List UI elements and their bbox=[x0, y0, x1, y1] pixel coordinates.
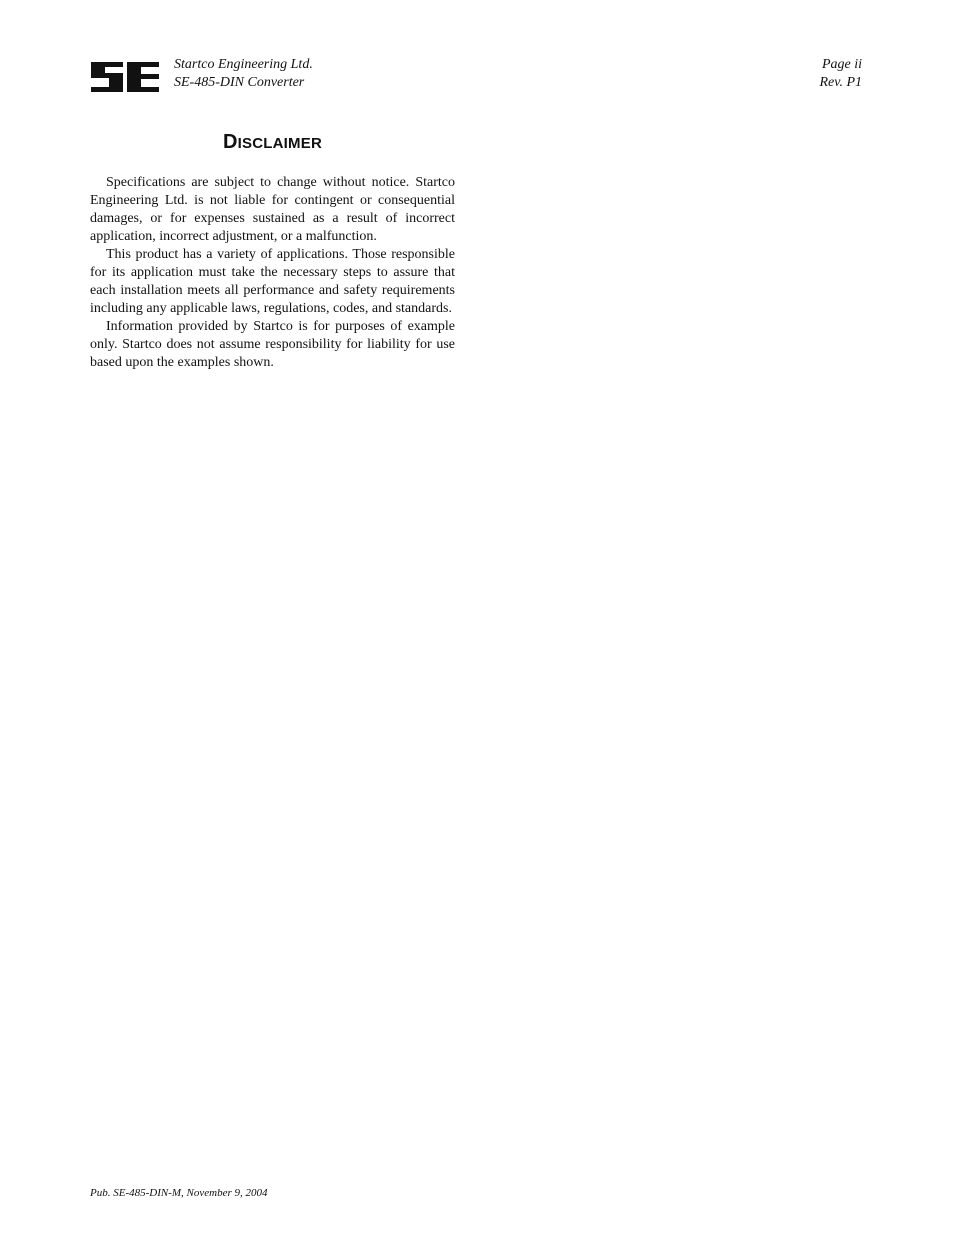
disclaimer-body bbox=[90, 174, 455, 372]
product-name: SE-485-DIN Converter bbox=[174, 75, 305, 90]
header-left bbox=[174, 56, 313, 92]
paragraph-3: Information provided by Startco is for purposes of example only. Startco does not assume responsibility for liability for use based upon the examples shown. bbox=[90, 319, 455, 370]
revision: Rev. P1 bbox=[819, 75, 862, 90]
company-name: Startco Engineering Ltd. bbox=[174, 57, 313, 72]
startco-logo bbox=[91, 62, 159, 92]
publication-footer: Pub. SE-485-DIN-M, November 9, 2004 bbox=[90, 1187, 268, 1199]
section-title bbox=[90, 131, 455, 155]
paragraph-1: Specifications are subject to change without notice. Startco Engineering Ltd. is not liable for contingent or consequential damages, or for expenses sustained as a result of incorrect application, incorrect adjustment, or a malfunction. bbox=[90, 175, 455, 244]
paragraph-2: This product has a variety of applications. Those responsible for its application must take the necessary steps to assure that each installation meets all performance and safety requirements including any applicable laws, regulations, codes, and standards. bbox=[90, 247, 455, 316]
header-right bbox=[820, 56, 863, 92]
section-title-initial: D bbox=[223, 131, 238, 153]
se-logo-icon bbox=[91, 62, 159, 92]
page-number: Page ii bbox=[821, 57, 862, 72]
section-title-rest: ISCLAIMER bbox=[237, 135, 322, 152]
